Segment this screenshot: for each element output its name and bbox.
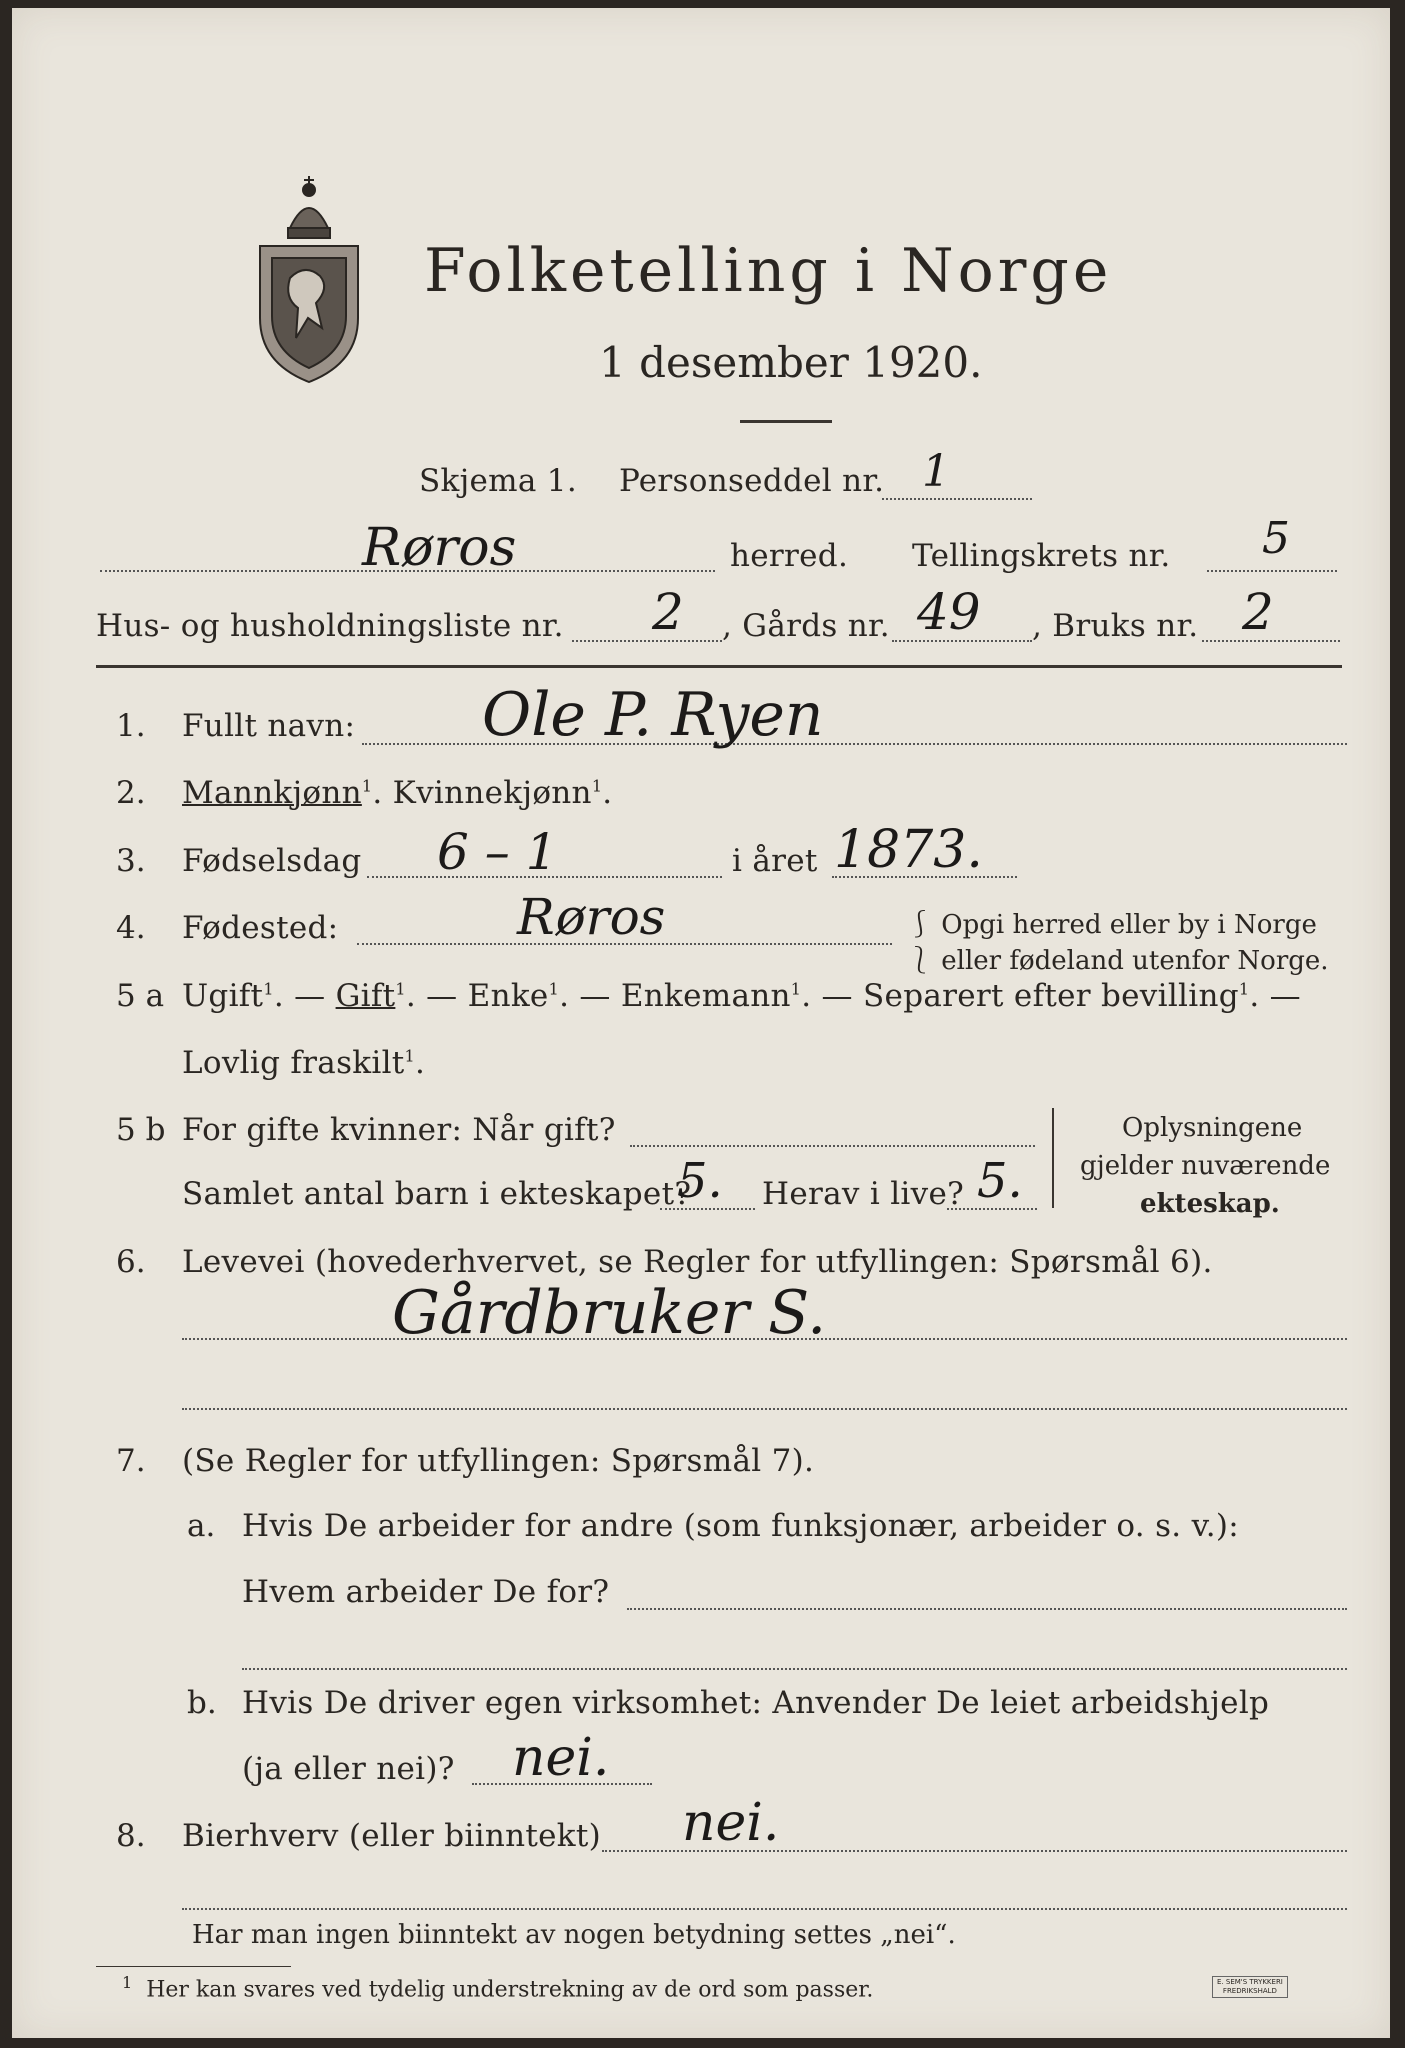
form-title: Folketelling i Norge — [424, 236, 1113, 306]
q5a-number: 5 a — [116, 978, 165, 1014]
q5a-options: Ugift$^1$. — Gift$^1$. — Enke$^1$. — Enkemann$^1$. — Separert efter bevilling$^1$. — — [182, 978, 1301, 1014]
q6-label: Levevei (hovederhvervet, se Regler for utfyllingen: Spørsmål 6). — [182, 1244, 1213, 1280]
nei-note: Har man ingen biinntekt av nogen betydning settes „nei“. — [192, 1920, 956, 1950]
q8-line2 — [182, 1908, 1347, 1910]
q6-number: 6. — [116, 1244, 146, 1280]
q7a-text: Hvis De arbeider for andre (som funksjonær, arbeider o. s. v.): — [242, 1508, 1240, 1544]
header-rule — [96, 665, 1342, 668]
q5b-number: 5 b — [116, 1112, 166, 1148]
q4-value: Røros — [517, 888, 666, 946]
q1-value: Ole P. Ryen — [482, 680, 824, 750]
gaards-value: 49 — [917, 583, 981, 641]
hus-value: 2 — [652, 583, 684, 641]
q5b-label1: For gifte kvinner: Når gift? — [182, 1112, 616, 1148]
q8-value: nei. — [682, 1793, 780, 1853]
title-divider — [740, 420, 832, 423]
q1-number: 1. — [116, 708, 146, 744]
q5b-note3: ekteskap. — [1140, 1189, 1280, 1219]
q8-label: Bierhverv (eller biinntekt) — [182, 1818, 602, 1854]
q5b-gift-line — [630, 1145, 1035, 1147]
personseddel-label: Personseddel nr. — [619, 463, 885, 499]
tellingskrets-value: 5 — [1262, 513, 1290, 564]
q6-line2 — [182, 1408, 1347, 1410]
printer-stamp: E. SEM'S TRYKKERI FREDRIKSHALD — [1212, 1976, 1288, 1998]
q3-number: 3. — [116, 843, 146, 879]
q2-number: 2. — [116, 775, 146, 811]
q6-value: Gårdbruker S. — [392, 1278, 827, 1348]
q7b-text: Hvis De driver egen virksomhet: Anvender De leiet arbeidshjelp — [242, 1685, 1270, 1721]
q4-number: 4. — [116, 910, 146, 946]
skjema-label: Skjema 1. — [419, 463, 577, 499]
footnote: $^1$ Her kan svares ved tydelig understrekning av de ord som passer. — [122, 1973, 874, 2003]
q4-label: Fødested: — [182, 910, 339, 946]
herred-label: herred. — [730, 538, 849, 574]
q7-number: 7. — [116, 1443, 146, 1479]
q7-label: (Se Regler for utfyllingen: Spørsmål 7). — [182, 1443, 815, 1479]
herred-value: Røros — [362, 518, 517, 578]
tellingskrets-line — [1207, 570, 1337, 572]
q4-note1: ⎰ Opgi herred eller by i Norge — [907, 910, 1317, 940]
personseddel-line — [882, 498, 1032, 500]
q5b-note1: Oplysningene — [1122, 1113, 1303, 1143]
q3-year-value: 1873. — [834, 820, 983, 880]
q7a-line1 — [627, 1608, 1347, 1610]
q7b-value: nei. — [512, 1728, 610, 1788]
hus-label: Hus- og husholdningsliste nr. — [96, 608, 564, 644]
hus-line — [572, 640, 722, 642]
q5b-bracket — [1052, 1108, 1057, 1208]
q8-number: 8. — [116, 1818, 146, 1854]
bruks-label: , Bruks nr. — [1032, 608, 1199, 644]
q5a-options-2: Lovlig fraskilt$^1$. — [182, 1045, 426, 1081]
q5b-note2: gjelder nuværende — [1080, 1151, 1331, 1181]
q7a-number: a. — [187, 1508, 216, 1544]
q7a-line2 — [242, 1668, 1347, 1670]
personseddel-value: 1 — [922, 446, 950, 497]
q7b-text2: (ja eller nei)? — [242, 1751, 455, 1787]
coat-of-arms-icon — [250, 168, 368, 386]
q5b-live-value: 5. — [977, 1153, 1023, 1209]
q7a-text2: Hvem arbeider De for? — [242, 1574, 610, 1610]
bruks-value: 2 — [1242, 583, 1274, 641]
q3-label: Fødselsdag — [182, 843, 362, 879]
q3-value: 6 – 1 — [437, 823, 558, 881]
q5b-barn-value: 5. — [677, 1153, 723, 1209]
q7b-number: b. — [187, 1685, 217, 1721]
census-form — [12, 8, 1390, 2038]
q5b-label2: Samlet antal barn i ekteskapet? — [182, 1176, 692, 1212]
footnote-rule — [96, 1966, 291, 1967]
tellingskrets-label: Tellingskrets nr. — [912, 538, 1171, 574]
q2-male: Mannkjønn$^1$. Kvinnekjønn$^1$. — [182, 775, 613, 811]
q3-year-label: i året — [732, 843, 818, 879]
q5b-live-label: Herav i live? — [762, 1176, 965, 1212]
q4-note2: ⎱ eller fødeland utenfor Norge. — [907, 946, 1329, 976]
gaards-label: , Gårds nr. — [722, 608, 890, 644]
q1-label: Fullt navn: — [182, 708, 356, 744]
form-date: 1 desember 1920. — [599, 338, 983, 387]
